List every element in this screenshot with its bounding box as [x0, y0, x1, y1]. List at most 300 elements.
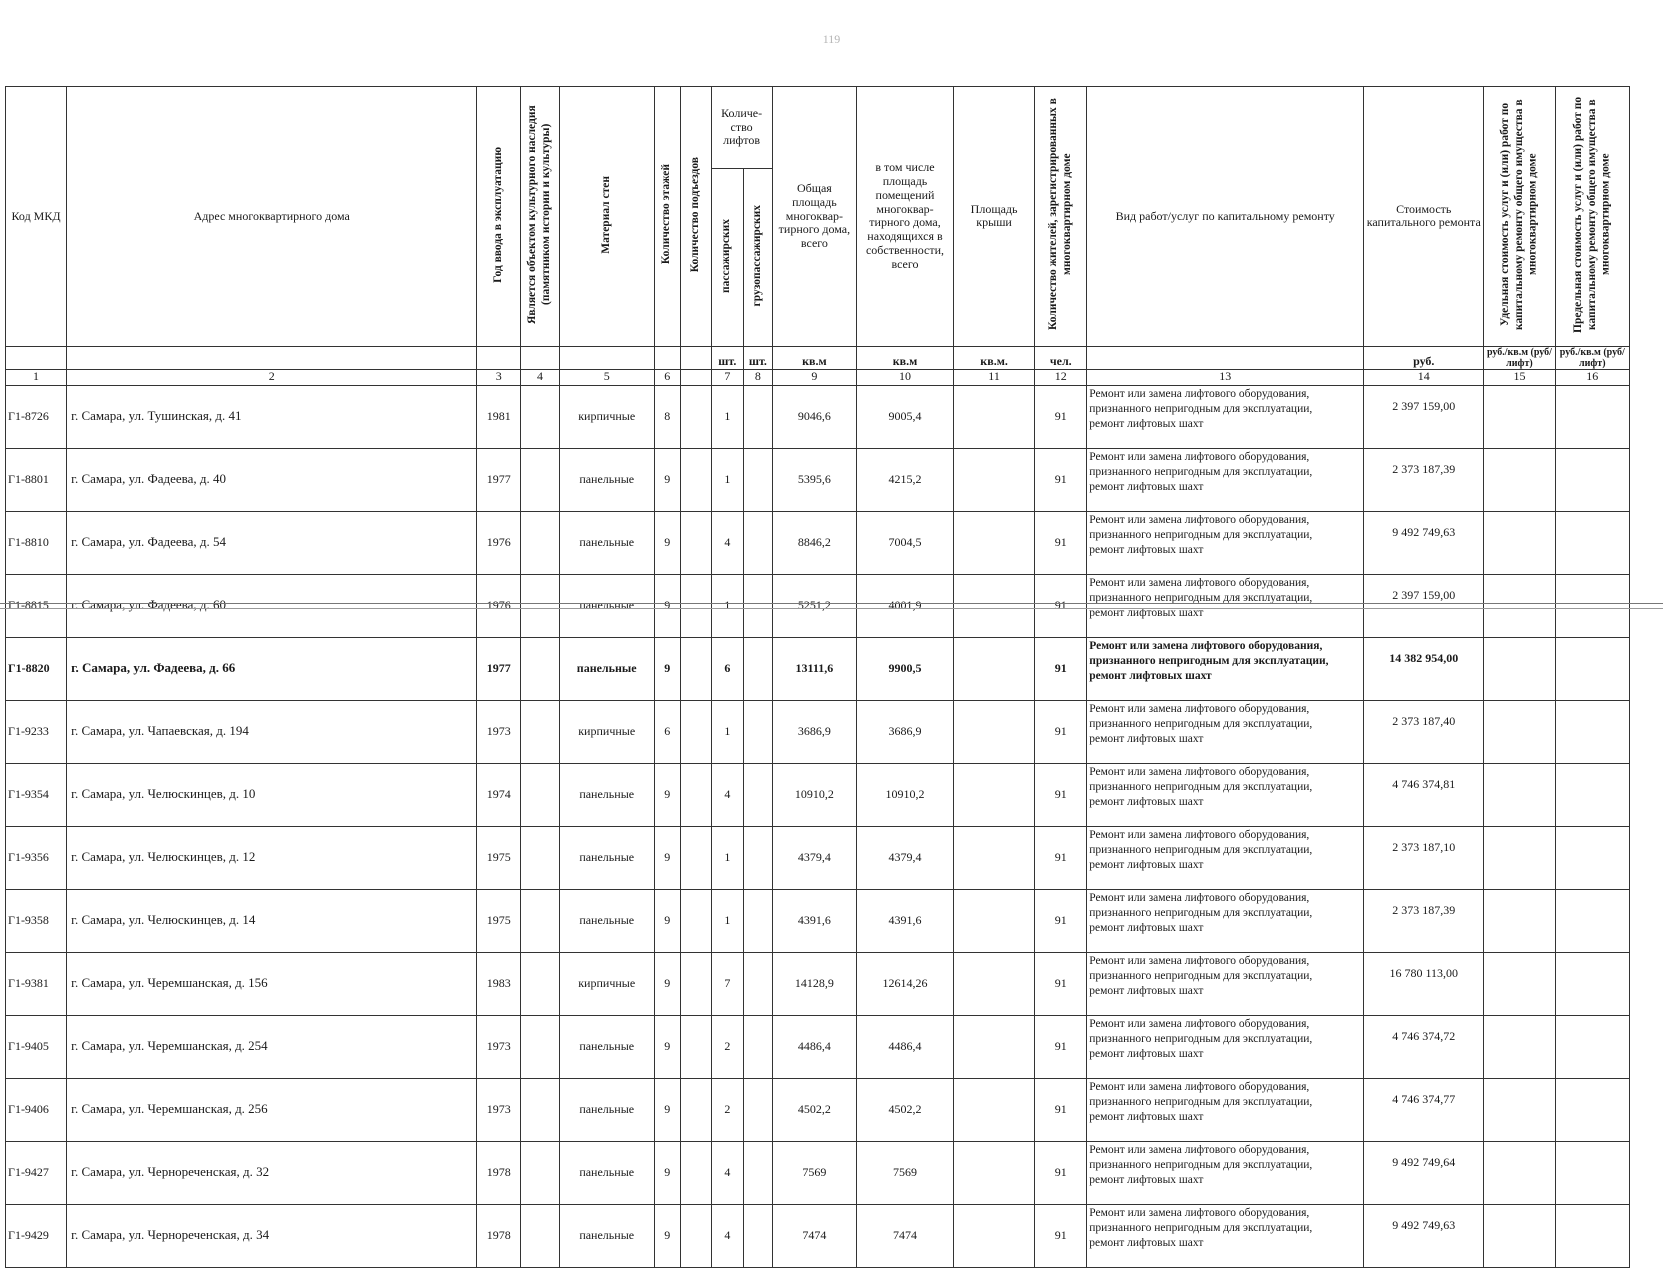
unit-residents: чел.	[1035, 346, 1087, 369]
walls-cell: панельные	[559, 763, 654, 826]
lifts-cargo-cell	[744, 763, 773, 826]
area-owned-cell: 7474	[857, 1204, 954, 1267]
unit-cost-cell	[1484, 952, 1555, 1015]
area-total-cell: 8846,2	[772, 511, 857, 574]
code-cell: Г1-8726	[6, 385, 67, 448]
area-total-cell: 5395,6	[772, 448, 857, 511]
work-type-cell	[1087, 574, 1364, 637]
area-total-cell: 10910,2	[772, 763, 857, 826]
column-number: 9	[772, 369, 857, 385]
lifts-cargo-cell	[744, 1141, 773, 1204]
area-owned-cell: 7004,5	[857, 511, 954, 574]
address-cell: г. Самара, ул. Черемшанская, д. 256	[67, 1078, 477, 1141]
address-cell: г. Самара, ул. Фадеева, д. 40	[67, 448, 477, 511]
heritage-cell	[521, 511, 560, 574]
unit-limit-cost: руб./кв.м (руб/лифт)	[1555, 346, 1629, 369]
area-total-cell: 4502,2	[772, 1078, 857, 1141]
walls-cell: панельные	[559, 511, 654, 574]
table-row	[6, 1204, 1630, 1267]
header-area-owned: в том числе площадь помещений многоквар-тирного дома, находящихся в собственности, всего	[857, 87, 954, 347]
units-row	[6, 346, 1630, 369]
address-cell: г. Самара, ул. Черемшанская, д. 254	[67, 1015, 477, 1078]
table-row	[6, 385, 1630, 448]
entrances-cell	[681, 700, 712, 763]
limit-cost-cell	[1555, 952, 1629, 1015]
cost-cell: 2 397 159,00	[1364, 574, 1484, 637]
header-heritage: Является объектом культурного наследия (памятником истории и культуры)	[521, 87, 560, 347]
area-total-cell: 13111,6	[772, 637, 857, 700]
lifts-pass-cell: 1	[711, 889, 744, 952]
cost-cell: 2 373 187,39	[1364, 889, 1484, 952]
walls-cell: панельные	[559, 1141, 654, 1204]
year-cell: 1973	[477, 1015, 521, 1078]
lifts-pass-cell: 4	[711, 511, 744, 574]
heritage-cell	[521, 1204, 560, 1267]
area-owned-cell: 4391,6	[857, 889, 954, 952]
work-type-line: признанного непригодным для эксплуатации,	[1089, 969, 1313, 982]
entrances-cell	[681, 763, 712, 826]
work-type-line: Ремонт или замена лифтового оборудования,	[1089, 513, 1310, 526]
limit-cost-cell	[1555, 889, 1629, 952]
code-cell: Г1-9429	[6, 1204, 67, 1267]
roof-area-cell	[953, 826, 1034, 889]
lifts-pass-cell: 6	[711, 637, 744, 700]
area-owned-cell: 4502,2	[857, 1078, 954, 1141]
lifts-cargo-cell	[744, 1204, 773, 1267]
limit-cost-cell	[1555, 1078, 1629, 1141]
unit-cost-cell	[1484, 637, 1555, 700]
residents-cell: 91	[1035, 889, 1087, 952]
cost-cell: 2 373 187,39	[1364, 448, 1484, 511]
column-number: 1	[6, 369, 67, 385]
column-number	[681, 369, 712, 385]
column-number: 8	[744, 369, 773, 385]
address-cell: г. Самара, ул. Челюскинцев, д. 10	[67, 763, 477, 826]
work-type-line: Ремонт или замена лифтового оборудования,	[1089, 1080, 1310, 1093]
limit-cost-cell	[1555, 763, 1629, 826]
unit-cost-cell	[1484, 1141, 1555, 1204]
residents-cell: 91	[1035, 1015, 1087, 1078]
entrances-cell	[681, 1078, 712, 1141]
work-type-line: Ремонт или замена лифтового оборудования,	[1089, 1017, 1310, 1030]
work-type-cell	[1087, 1015, 1364, 1078]
entrances-cell	[681, 1015, 712, 1078]
address-cell: г. Самара, ул. Чернореченская, д. 32	[67, 1141, 477, 1204]
work-type-line: ремонт лифтовых шахт	[1089, 795, 1204, 808]
roof-area-cell	[953, 574, 1034, 637]
residents-cell: 91	[1035, 952, 1087, 1015]
address-cell: г. Самара, ул. Чапаевская, д. 194	[67, 700, 477, 763]
floors-cell: 9	[654, 1204, 680, 1267]
work-type-line: признанного непригодным для эксплуатации,	[1089, 1032, 1313, 1045]
work-type-cell	[1087, 637, 1364, 700]
floors-cell: 9	[654, 763, 680, 826]
work-type-line: ремонт лифтовых шахт	[1089, 1173, 1204, 1186]
year-cell: 1973	[477, 1078, 521, 1141]
roof-area-cell	[953, 385, 1034, 448]
table-row	[6, 763, 1630, 826]
work-type-cell	[1087, 763, 1364, 826]
floors-cell: 9	[654, 637, 680, 700]
roof-area-cell	[953, 1078, 1034, 1141]
unit-cost-cell	[1484, 1204, 1555, 1267]
unit-lifts-cargo: шт.	[744, 346, 773, 369]
lifts-cargo-cell	[744, 1078, 773, 1141]
code-cell: Г1-8801	[6, 448, 67, 511]
heritage-cell	[521, 952, 560, 1015]
unit-lifts-pass: шт.	[711, 346, 744, 369]
work-type-line: Ремонт или замена лифтового оборудования,	[1089, 765, 1310, 778]
work-type-line: признанного непригодным для эксплуатации,	[1089, 402, 1313, 415]
header-floors: Количество этажей	[654, 87, 680, 347]
column-number: 15	[1484, 369, 1555, 385]
floors-cell: 9	[654, 952, 680, 1015]
work-type-cell	[1087, 889, 1364, 952]
work-type-cell	[1087, 1204, 1364, 1267]
area-total-cell: 4486,4	[772, 1015, 857, 1078]
code-cell: Г1-8820	[6, 637, 67, 700]
column-number: 5	[559, 369, 654, 385]
floors-cell: 9	[654, 511, 680, 574]
code-cell: Г1-9381	[6, 952, 67, 1015]
work-type-line: ремонт лифтовых шахт	[1089, 417, 1204, 430]
floors-cell: 9	[654, 1141, 680, 1204]
cost-cell: 9 492 749,63	[1364, 1204, 1484, 1267]
address-cell: г. Самара, ул. Челюскинцев, д. 14	[67, 889, 477, 952]
table-row	[6, 1141, 1630, 1204]
lifts-cargo-cell	[744, 448, 773, 511]
table-row	[6, 448, 1630, 511]
work-type-line: ремонт лифтовых шахт	[1089, 1236, 1204, 1249]
code-cell: Г1-8815	[6, 574, 67, 637]
column-numbers-row	[6, 369, 1630, 385]
header-roof-area: Площадь крыши	[953, 87, 1034, 347]
limit-cost-cell	[1555, 448, 1629, 511]
residents-cell: 91	[1035, 826, 1087, 889]
work-type-line: признанного непригодным для эксплуатации,	[1089, 906, 1313, 919]
roof-area-cell	[953, 1204, 1034, 1267]
heritage-cell	[521, 763, 560, 826]
work-type-line: Ремонт или замена лифтового оборудования,	[1089, 954, 1310, 967]
work-type-line: признанного непригодным для эксплуатации,	[1089, 465, 1313, 478]
header-residents: Количество жителей, зарегистрированных в многоквартирном доме	[1035, 87, 1087, 347]
walls-cell: панельные	[559, 1078, 654, 1141]
unit-cost-cell	[1484, 511, 1555, 574]
entrances-cell	[681, 385, 712, 448]
roof-area-cell	[953, 1141, 1034, 1204]
lifts-pass-cell: 2	[711, 1015, 744, 1078]
work-type-cell	[1087, 1141, 1364, 1204]
roof-area-cell	[953, 952, 1034, 1015]
unit-roof-area: кв.м.	[953, 346, 1034, 369]
page-number: 119	[822, 32, 841, 46]
entrances-cell	[681, 448, 712, 511]
table-row	[6, 1078, 1630, 1141]
table-row	[6, 889, 1630, 952]
unit-cost-cell	[1484, 826, 1555, 889]
table-row	[6, 511, 1630, 574]
entrances-cell	[681, 511, 712, 574]
lifts-pass-cell: 7	[711, 952, 744, 1015]
work-type-cell	[1087, 1078, 1364, 1141]
cost-cell: 4 746 374,81	[1364, 763, 1484, 826]
residents-cell: 91	[1035, 385, 1087, 448]
walls-cell: панельные	[559, 574, 654, 637]
heritage-cell	[521, 1141, 560, 1204]
area-total-cell: 14128,9	[772, 952, 857, 1015]
unit-cost-cell	[1484, 1015, 1555, 1078]
floors-cell: 6	[654, 700, 680, 763]
year-cell: 1976	[477, 511, 521, 574]
work-type-line: Ремонт или замена лифтового оборудования,	[1089, 576, 1310, 589]
lifts-cargo-cell	[744, 952, 773, 1015]
limit-cost-cell	[1555, 385, 1629, 448]
header-lifts-cargo: грузопассажирских	[744, 169, 773, 347]
entrances-cell	[681, 826, 712, 889]
code-cell: Г1-9356	[6, 826, 67, 889]
lifts-cargo-cell	[744, 1015, 773, 1078]
entrances-cell	[681, 1204, 712, 1267]
lifts-cargo-cell	[744, 637, 773, 700]
unit-cost-cell	[1484, 700, 1555, 763]
lifts-pass-cell: 4	[711, 763, 744, 826]
area-owned-cell: 12614,26	[857, 952, 954, 1015]
area-owned-cell: 3686,9	[857, 700, 954, 763]
year-cell: 1978	[477, 1141, 521, 1204]
entrances-cell	[681, 889, 712, 952]
header-area-total: Общая площадь многоквар-тирного дома, всего	[772, 87, 857, 347]
code-cell: Г1-8810	[6, 511, 67, 574]
floors-cell: 9	[654, 889, 680, 952]
lifts-cargo-cell	[744, 385, 773, 448]
cost-cell: 9 492 749,64	[1364, 1141, 1484, 1204]
area-total-cell: 5251,2	[772, 574, 857, 637]
lifts-cargo-cell	[744, 889, 773, 952]
header-limit-cost: Предельная стоимость услуг и (или) работ по капитальному ремонту общего имущества в многоквартирном доме	[1555, 87, 1629, 347]
work-type-line: Ремонт или замена лифтового оборудования,	[1089, 1206, 1310, 1219]
lifts-pass-cell: 1	[711, 448, 744, 511]
lifts-pass-cell: 1	[711, 826, 744, 889]
column-number: 12	[1035, 369, 1087, 385]
code-cell: Г1-9354	[6, 763, 67, 826]
lifts-pass-cell: 1	[711, 700, 744, 763]
work-type-line: признанного непригодным для эксплуатации,	[1089, 591, 1313, 604]
code-cell: Г1-9405	[6, 1015, 67, 1078]
residents-cell: 91	[1035, 574, 1087, 637]
heritage-cell	[521, 385, 560, 448]
limit-cost-cell	[1555, 637, 1629, 700]
lifts-pass-cell: 4	[711, 1204, 744, 1267]
unit-cost-cell	[1484, 574, 1555, 637]
residents-cell: 91	[1035, 511, 1087, 574]
limit-cost-cell	[1555, 1141, 1629, 1204]
heritage-cell	[521, 889, 560, 952]
limit-cost-cell	[1555, 700, 1629, 763]
column-number: 11	[953, 369, 1034, 385]
column-number: 14	[1364, 369, 1484, 385]
entrances-cell	[681, 637, 712, 700]
area-total-cell: 7569	[772, 1141, 857, 1204]
code-cell: Г1-9358	[6, 889, 67, 952]
limit-cost-cell	[1555, 574, 1629, 637]
lifts-pass-cell: 2	[711, 1078, 744, 1141]
column-number: 13	[1087, 369, 1364, 385]
address-cell: г. Самара, ул. Челюскинцев, д. 12	[67, 826, 477, 889]
unit-unit-cost: руб./кв.м (руб/лифт)	[1484, 346, 1555, 369]
residents-cell: 91	[1035, 1204, 1087, 1267]
table-row	[6, 1015, 1630, 1078]
lifts-cargo-cell	[744, 511, 773, 574]
header-lifts-pass: пассажирских	[711, 169, 744, 347]
year-cell: 1975	[477, 889, 521, 952]
repair-register-table	[5, 86, 1630, 1268]
residents-cell: 91	[1035, 448, 1087, 511]
column-number: 10	[857, 369, 954, 385]
residents-cell: 91	[1035, 700, 1087, 763]
limit-cost-cell	[1555, 826, 1629, 889]
header-unit-cost: Удельная стоимость услуг и (или) работ по капитальному ремонту общего имущества в многоквартирном доме	[1484, 87, 1555, 347]
roof-area-cell	[953, 637, 1034, 700]
work-type-line: ремонт лифтовых шахт	[1089, 606, 1204, 619]
roof-area-cell	[953, 1015, 1034, 1078]
work-type-line: ремонт лифтовых шахт	[1089, 480, 1204, 493]
work-type-cell	[1087, 511, 1364, 574]
walls-cell: кирпичные	[559, 952, 654, 1015]
work-type-line: Ремонт или замена лифтового оборудования,	[1089, 450, 1310, 463]
limit-cost-cell	[1555, 1204, 1629, 1267]
year-cell: 1977	[477, 637, 521, 700]
heritage-cell	[521, 637, 560, 700]
year-cell: 1973	[477, 700, 521, 763]
header-work-type: Вид работ/услуг по капитальному ремонту	[1087, 87, 1364, 347]
work-type-cell	[1087, 700, 1364, 763]
area-total-cell: 7474	[772, 1204, 857, 1267]
heritage-cell	[521, 574, 560, 637]
year-cell: 1978	[477, 1204, 521, 1267]
address-cell: г. Самара, ул. Фадеева, д. 60	[67, 574, 477, 637]
lifts-cargo-cell	[744, 826, 773, 889]
unit-cost-cell	[1484, 763, 1555, 826]
code-cell: Г1-9427	[6, 1141, 67, 1204]
lifts-cargo-cell	[744, 700, 773, 763]
work-type-line: признанного непригодным для эксплуатации,	[1089, 1221, 1313, 1234]
unit-cost-cell	[1484, 889, 1555, 952]
table-row	[6, 574, 1630, 637]
walls-cell: панельные	[559, 826, 654, 889]
column-number: 6	[654, 369, 680, 385]
area-total-cell: 9046,6	[772, 385, 857, 448]
year-cell: 1975	[477, 826, 521, 889]
heritage-cell	[521, 448, 560, 511]
heritage-cell	[521, 700, 560, 763]
work-type-cell	[1087, 952, 1364, 1015]
residents-cell: 91	[1035, 637, 1087, 700]
floors-cell: 9	[654, 1078, 680, 1141]
work-type-line: признанного непригодным для эксплуатации,	[1089, 1158, 1313, 1171]
work-type-line: Ремонт или замена лифтового оборудования,	[1089, 387, 1310, 400]
heritage-cell	[521, 826, 560, 889]
area-owned-cell: 9900,5	[857, 637, 954, 700]
roof-area-cell	[953, 889, 1034, 952]
walls-cell: панельные	[559, 1204, 654, 1267]
table-row	[6, 826, 1630, 889]
column-number: 3	[477, 369, 521, 385]
work-type-line: Ремонт или замена лифтового оборудования,	[1089, 891, 1310, 904]
year-cell: 1983	[477, 952, 521, 1015]
work-type-line: признанного непригодным для эксплуатации,	[1089, 717, 1313, 730]
unit-cost: руб.	[1364, 346, 1484, 369]
column-number: 16	[1555, 369, 1629, 385]
area-owned-cell: 4215,2	[857, 448, 954, 511]
cost-cell: 14 382 954,00	[1364, 637, 1484, 700]
work-type-line: признанного непригодным для эксплуатации,	[1089, 780, 1313, 793]
header-year: Год ввода в эксплуатацию	[477, 87, 521, 347]
year-cell: 1977	[477, 448, 521, 511]
roof-area-cell	[953, 511, 1034, 574]
header-walls: Материал стен	[559, 87, 654, 347]
floors-cell: 8	[654, 385, 680, 448]
table-row	[6, 637, 1630, 700]
work-type-line: Ремонт или замена лифтового оборудования,	[1089, 1143, 1310, 1156]
work-type-line: ремонт лифтовых шахт	[1089, 921, 1204, 934]
unit-area-owned: кв.м	[857, 346, 954, 369]
year-cell: 1981	[477, 385, 521, 448]
floors-cell: 9	[654, 1015, 680, 1078]
column-number: 2	[67, 369, 477, 385]
header-lifts-group: Количе-ство лифтов	[711, 87, 772, 169]
unit-cost-cell	[1484, 448, 1555, 511]
area-owned-cell: 7569	[857, 1141, 954, 1204]
header-cost: Стоимость капитального ремонта	[1364, 87, 1484, 347]
lifts-cargo-cell	[744, 574, 773, 637]
address-cell: г. Самара, ул. Тушинская, д. 41	[67, 385, 477, 448]
lifts-pass-cell: 1	[711, 385, 744, 448]
cost-cell: 16 780 113,00	[1364, 952, 1484, 1015]
limit-cost-cell	[1555, 1015, 1629, 1078]
work-type-line: ремонт лифтовых шахт	[1089, 858, 1204, 871]
header-address: Адрес многоквартирного дома	[67, 87, 477, 347]
walls-cell: панельные	[559, 1015, 654, 1078]
cost-cell: 4 746 374,72	[1364, 1015, 1484, 1078]
cost-cell: 2 373 187,10	[1364, 826, 1484, 889]
entrances-cell	[681, 1141, 712, 1204]
work-type-line: ремонт лифтовых шахт	[1089, 1047, 1204, 1060]
cost-cell: 2 397 159,00	[1364, 385, 1484, 448]
address-cell: г. Самара, ул. Черемшанская, д. 156	[67, 952, 477, 1015]
floors-cell: 9	[654, 574, 680, 637]
area-owned-cell: 9005,4	[857, 385, 954, 448]
area-total-cell: 4379,4	[772, 826, 857, 889]
work-type-cell	[1087, 385, 1364, 448]
cost-cell: 9 492 749,63	[1364, 511, 1484, 574]
entrances-cell	[681, 574, 712, 637]
address-cell: г. Самара, ул. Чернореченская, д. 34	[67, 1204, 477, 1267]
area-owned-cell: 10910,2	[857, 763, 954, 826]
lifts-pass-cell: 4	[711, 1141, 744, 1204]
header-entrances: Количество подъездов	[681, 87, 712, 347]
lifts-pass-cell: 1	[711, 574, 744, 637]
unit-cost-cell	[1484, 385, 1555, 448]
column-number: 4	[521, 369, 560, 385]
table-row	[6, 952, 1630, 1015]
header-code: Код МКД	[6, 87, 67, 347]
work-type-cell	[1087, 826, 1364, 889]
work-type-cell	[1087, 448, 1364, 511]
address-cell: г. Самара, ул. Фадеева, д. 66	[67, 637, 477, 700]
year-cell: 1974	[477, 763, 521, 826]
area-owned-cell: 4486,4	[857, 1015, 954, 1078]
work-type-line: Ремонт или замена лифтового оборудования,	[1089, 828, 1310, 841]
